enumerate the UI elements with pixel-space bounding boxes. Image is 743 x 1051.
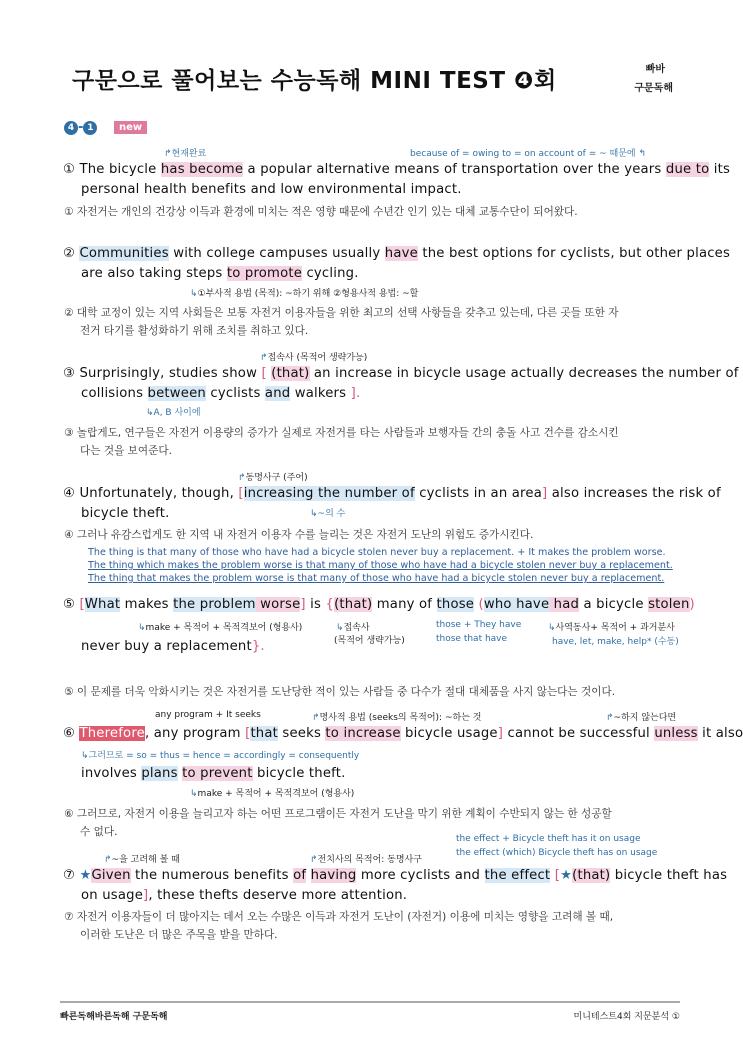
bracket: }.	[251, 639, 265, 654]
that-highlight: (that)	[334, 597, 373, 612]
infinitive-highlight: to prevent	[182, 766, 253, 781]
footer-right: 미니테스트4회 지문분석 ①	[573, 1012, 680, 1022]
text: are also taking steps	[81, 266, 227, 281]
note-text: because of = owing to = on account of = ~ 때문에	[410, 149, 636, 159]
arrow-icon: ↳	[310, 509, 318, 519]
bracket: (	[478, 597, 484, 612]
text: seeks	[278, 726, 326, 741]
that-highlight: that	[250, 726, 279, 741]
sentence-number: ②	[63, 246, 76, 261]
infinitive-highlight: to increase	[325, 726, 401, 741]
arrow-icon: ↱	[164, 149, 172, 159]
sentence-2-line-2	[81, 266, 359, 281]
text: walkers	[290, 386, 347, 401]
text: The bicycle	[79, 162, 161, 177]
bracket: ]	[541, 486, 548, 501]
note-text: ~하지 않는다면	[613, 713, 677, 723]
text: it also	[697, 726, 743, 741]
text: on usage	[81, 888, 144, 903]
note-text: 전치사의 목적어: 동명사구	[317, 855, 422, 865]
arrow-icon: ↳	[190, 289, 198, 299]
note-present-perfect	[164, 146, 206, 159]
text: many of	[372, 597, 437, 612]
sentence-number: ①	[63, 162, 76, 177]
bracket: ]	[497, 726, 504, 741]
example-line-3: The thing that makes the problem worse is that many of those who have had a bicycle stolen never buy a replacement.	[88, 573, 665, 584]
text: collisions	[81, 386, 148, 401]
star-icon: ★	[79, 868, 92, 883]
sentence-number: ④	[63, 486, 76, 501]
star-icon: ★	[560, 868, 573, 883]
arrow-icon: ↱	[238, 473, 246, 483]
note-text: ~을 고려해 볼 때	[111, 855, 180, 865]
arrow-icon: ↳	[190, 789, 198, 799]
sentence-1-line-1	[63, 162, 730, 177]
sentence-5-line-2	[81, 639, 265, 654]
that-highlight: (that)	[572, 868, 611, 883]
arrow-icon: ↱	[606, 713, 614, 723]
infinitive-highlight: to promote	[226, 266, 303, 281]
note-gerund	[238, 470, 308, 483]
note-text: 접속사	[343, 623, 370, 633]
footer-left: 빠른독해바른독해 구문독해	[60, 1012, 168, 1022]
having-highlight: having	[310, 868, 357, 883]
sentence-3-line-1	[63, 366, 739, 381]
text: bicycle usage	[400, 726, 498, 741]
note-text: 사역동사+ 목적어 + 과거분사	[555, 623, 675, 633]
note-make	[138, 620, 302, 633]
sentence-1-translation: ① 자전거는 개인의 건강상 이득과 환경에 미치는 적은 영향 때문에 수년간 인기 있는 대체 교통수단이 되어왔다.	[64, 206, 578, 218]
sentence-4-line-1	[63, 486, 721, 501]
note-between	[146, 405, 201, 418]
bracket: {	[325, 597, 335, 612]
question-number	[64, 120, 97, 135]
note-effect-1: the effect + Bicycle theft has it on usage	[456, 834, 641, 844]
plans-highlight: plans	[141, 766, 178, 781]
sentence-6-translation-1: ⑥ 그러므로, 자전거 이용을 늘리고자 하는 어떤 프로그램이든 자전거 도난을 막기 위한 계획이 수반되지 않는 한 성공할	[64, 808, 612, 820]
note-text: make + 목적어 + 목적격보어 (형용사)	[145, 623, 303, 633]
question-badge: 4	[64, 121, 78, 135]
note-therefore	[81, 748, 359, 761]
arrow-icon: ↳	[336, 623, 344, 633]
those-highlight: those	[436, 597, 475, 612]
sentence-7-translation-1: ⑦ 자전거 이용자들이 더 많아지는 데서 오는 수많은 이득과 자전거 도난이 (자전거) 이용에 미치는 영향을 고려해 볼 때,	[64, 911, 614, 923]
what-highlight: What	[84, 597, 121, 612]
arrow-icon: ↰	[635, 149, 647, 159]
example-line-2: The thing which makes the problem worse is that many of those who have had a bicycle stolen never buy a replacement.	[88, 560, 673, 571]
bracket: [	[554, 868, 561, 883]
sentence-5-translation: ⑤ 이 문제를 더욱 악화시키는 것은 자전거를 도난당한 적이 있는 사람들 중 다수가 절대 대체품을 사지 않는다는 것이다.	[64, 686, 616, 698]
text: involves	[81, 766, 142, 781]
footer-divider	[60, 1001, 680, 1003]
text: cycling.	[302, 266, 359, 281]
text: never buy a replacement	[81, 639, 252, 654]
sentence-7-line-2	[81, 888, 407, 903]
text: bicycle theft has	[610, 868, 728, 883]
note-conjunction	[260, 350, 367, 363]
text: cyclists in an area	[414, 486, 542, 501]
sentence-4-translation: ④ 그러나 유감스럽게도 한 지역 내 자전거 이용자 수를 늘리는 것은 자전거 도난의 위험도 증가시킨다.	[64, 529, 534, 541]
sentence-number: ⑤	[63, 597, 76, 612]
note-make-6	[190, 786, 354, 799]
text: Surprisingly, studies show	[79, 366, 262, 381]
text: the	[313, 486, 345, 501]
note-text: ~의 수	[317, 509, 346, 519]
unless-highlight: unless	[654, 726, 698, 741]
text: the best options for cyclists, but other places	[417, 246, 731, 261]
note-text: 그러므로 = so = thus = hence = accordingly = consequently	[88, 751, 360, 761]
sentence-7-translation-2: 이러한 도난은 더 많은 주목을 받을 만하다.	[80, 929, 278, 941]
arrow-icon: ↱	[260, 353, 268, 363]
note-text: 현재완료	[171, 149, 207, 159]
note-text: 명사적 용법 (seeks의 목적어): ~하는 것	[319, 713, 482, 723]
and-highlight: and	[264, 386, 291, 401]
note-text: 접속사 (목적어 생략가능)	[267, 353, 368, 363]
note-prep-obj	[310, 852, 422, 865]
who-have-highlight: who have	[483, 597, 550, 612]
sentence-number: ③	[63, 366, 76, 381]
bracket: [	[261, 366, 267, 381]
text: cyclists	[205, 386, 265, 401]
text: a popular alternative means of transportation over the years	[243, 162, 666, 177]
verb-highlight: has become	[160, 162, 244, 177]
text: , any program	[144, 726, 246, 741]
sentence-2-line-1	[63, 246, 730, 261]
text: with college campuses usually	[168, 246, 385, 261]
sentence-number: ⑥	[63, 726, 76, 741]
sentence-5-line-1	[63, 597, 695, 612]
note-causative	[548, 620, 675, 633]
text: bicycle theft.	[252, 766, 346, 781]
bracket: [	[238, 486, 244, 501]
phrase-highlight: due to	[665, 162, 710, 177]
arrow-icon: ↱	[310, 855, 318, 865]
had-highlight: had	[549, 597, 580, 612]
sentence-2-translation-1: ② 대학 교정이 있는 지역 사회들은 보통 자전거 이용자들을 위한 최고의 선택 사항들을 갖추고 있는데, 다른 곳들 또한 자	[64, 307, 619, 319]
note-noun-use	[312, 710, 481, 723]
question-dash: -	[78, 120, 84, 135]
note-causative-2: have, let, make, help* (수동)	[552, 637, 679, 647]
sentence-7-line-1	[63, 868, 727, 883]
arrow-icon: ↳	[81, 751, 89, 761]
text: makes	[120, 597, 174, 612]
sentence-4-line-2: bicycle theft.	[81, 506, 170, 521]
brand-sublabel: 구문독해	[634, 83, 673, 94]
note-number-of	[310, 506, 345, 519]
bracket: [	[79, 597, 85, 612]
page-title: 구문으로 풀어보는 수능독해 MINI TEST ❹회	[72, 68, 557, 94]
verb-highlight: have	[384, 246, 418, 261]
bracket: [	[245, 726, 251, 741]
question-circle: 1	[83, 121, 97, 135]
stolen-highlight: stolen	[648, 597, 690, 612]
example-line-1: The thing is that many of those who have had a bicycle stolen never buy a replacement. + It makes the problem worse.	[88, 547, 666, 558]
sentence-6-line-2	[81, 766, 346, 781]
text: more cyclists and	[356, 868, 485, 883]
text: a bicycle	[579, 597, 649, 612]
arrow-icon: ↳	[138, 623, 146, 633]
complement-highlight: worse	[255, 597, 301, 612]
bracket: ]	[143, 888, 149, 903]
brand-label: 빠바	[645, 64, 665, 75]
note-text: ①부사적 용법 (목적): ~하기 위해 ②형용사적 용법: ~할	[197, 289, 419, 299]
text	[306, 868, 310, 883]
arrow-icon: ↱	[312, 713, 320, 723]
note-unless	[606, 710, 676, 723]
note-text: A, B 사이에	[153, 408, 201, 418]
given-highlight: Given	[91, 868, 131, 883]
sentence-number: ⑦	[63, 868, 76, 883]
text: its	[709, 162, 731, 177]
sentence-3-translation-2: 다는 것을 보여준다.	[80, 445, 172, 457]
note-those-1: those + They have	[436, 620, 522, 630]
number-of-highlight: number of	[344, 486, 415, 501]
subject-highlight: Communities	[79, 246, 169, 261]
therefore-highlight: Therefore	[79, 726, 145, 741]
sentence-2-translation-2: 전거 타기를 활성화하기 위해 조치를 취하고 있다.	[80, 325, 309, 337]
note-to-promote	[190, 286, 418, 299]
note-text: 동명사구 (주어)	[245, 473, 308, 483]
text: Unfortunately, though,	[79, 486, 239, 501]
note-conj-5b: (목적어 생략가능)	[334, 636, 405, 646]
bracket: )	[689, 597, 695, 612]
sentence-3-line-2	[81, 386, 360, 401]
note-conj-5	[336, 620, 370, 633]
that-highlight: (that)	[271, 366, 310, 381]
sentence-3-translation-1: ③ 놀랍게도, 연구들은 자전거 이용량의 증가가 실제로 자전거를 타는 사람들과 보행자들 간의 충돌 사고 건수를 감소시킨	[64, 427, 619, 439]
note-text: make + 목적어 + 목적격보어 (형용사)	[197, 789, 355, 799]
text: , these thefts deserve more attention.	[148, 888, 408, 903]
text: is	[305, 597, 326, 612]
bracket: ].	[350, 386, 361, 401]
note-due-to	[410, 146, 646, 159]
object-highlight: the problem	[173, 597, 256, 612]
note-effect-2: the effect (which) Bicycle theft has on usage	[456, 848, 658, 858]
between-highlight: between	[147, 386, 206, 401]
note-any-program: any program + It seeks	[155, 710, 261, 720]
of-highlight: of	[293, 868, 307, 883]
note-those-2: those that have	[436, 634, 508, 644]
effect-highlight: the effect	[484, 868, 551, 883]
text: an increase in bicycle usage actually decreases the number of	[309, 366, 739, 381]
arrow-icon: ↳	[548, 623, 556, 633]
new-tag: new	[114, 121, 147, 134]
text: cannot be successful	[503, 726, 655, 741]
text: the numerous benefits	[130, 868, 294, 883]
text: also increases the risk of	[547, 486, 721, 501]
sentence-6-translation-2: 수 없다.	[80, 826, 118, 838]
note-given	[104, 852, 180, 865]
bracket: ]	[300, 597, 306, 612]
arrow-icon: ↳	[146, 408, 154, 418]
gerund-highlight: increasing	[243, 486, 314, 501]
sentence-6-line-1	[63, 726, 743, 741]
sentence-1-line-2: personal health benefits and low environmental impact.	[81, 182, 462, 197]
arrow-icon: ↱	[104, 855, 112, 865]
